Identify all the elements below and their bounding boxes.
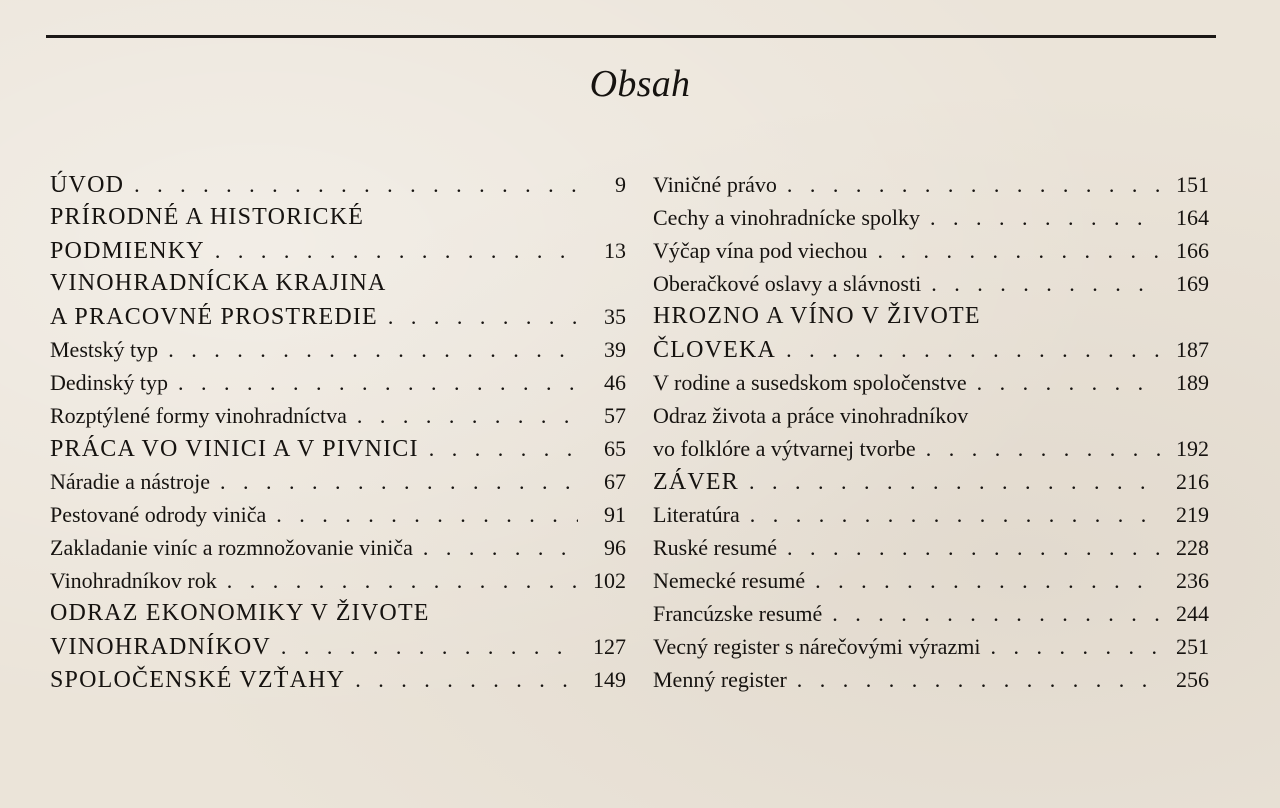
toc-entry[interactable] [50, 465, 626, 498]
toc-entry[interactable] [50, 399, 626, 432]
dot-leader [750, 498, 1161, 531]
toc-entry[interactable] [50, 267, 626, 333]
page-title: Obsah [589, 63, 691, 105]
dot-leader [990, 630, 1161, 663]
toc-entry-line [50, 366, 626, 399]
toc-entry-title: Nemecké resumé [653, 568, 806, 593]
toc-entry-title: Odraz života a práce vinohradníkov [653, 403, 969, 428]
toc-entry[interactable] [653, 531, 1209, 564]
toc-entry[interactable] [50, 663, 626, 696]
toc-entry-line [50, 201, 626, 234]
toc-entry-title: Oberačkové oslavy a slávnosti [653, 271, 922, 296]
toc-page-number: 149 [593, 667, 626, 692]
toc-entry-line [653, 663, 1209, 696]
toc-entry[interactable] [50, 333, 626, 366]
toc-page-number: 67 [604, 469, 626, 494]
toc-entry-line [653, 399, 1209, 432]
toc-entry-line [653, 564, 1209, 597]
toc-entry-line [653, 597, 1209, 630]
dot-leader [357, 399, 578, 432]
toc-page-number: 228 [1176, 535, 1209, 560]
toc-page-number: 96 [604, 535, 626, 560]
toc-entry[interactable] [50, 531, 626, 564]
toc-page-number: 189 [1176, 370, 1209, 395]
toc-entry-line [653, 531, 1209, 564]
toc-entry-title: ÚVOD [50, 172, 125, 198]
toc-entry[interactable] [653, 267, 1209, 300]
toc-entry-line [653, 234, 1209, 267]
toc-entry-title: ČLOVEKA [653, 337, 777, 363]
dot-leader [931, 267, 1161, 300]
toc-entry-line [50, 432, 626, 465]
toc-entry-line [50, 630, 626, 663]
toc-entry-title: ZÁVER [653, 469, 739, 495]
dot-leader [423, 531, 578, 564]
toc-entry[interactable] [653, 498, 1209, 531]
toc-page-number: 13 [604, 238, 626, 263]
dot-leader [787, 168, 1161, 201]
toc-entry-line [50, 597, 626, 630]
toc-entry[interactable] [653, 168, 1209, 201]
toc-entry[interactable] [50, 201, 626, 267]
top-rule [46, 35, 1216, 38]
toc-entry-title: PODMIENKY [50, 238, 205, 264]
toc-entry-line [50, 168, 626, 201]
toc-page-number: 169 [1176, 271, 1209, 296]
toc-page-number: 216 [1176, 469, 1209, 494]
toc-entry[interactable] [653, 465, 1209, 498]
toc-page-number: 46 [604, 370, 626, 395]
toc-entry-line [653, 630, 1209, 663]
toc-entry-title: Viničné právo [653, 172, 777, 197]
toc-page-number: 91 [604, 502, 626, 527]
toc-entry-title: VINOHRADNÍKOV [50, 634, 271, 660]
toc-entry-title: Dedinský typ [50, 370, 168, 395]
dot-leader [832, 597, 1161, 630]
toc-page-number: 102 [593, 568, 626, 593]
dot-leader [215, 234, 578, 267]
toc-entry-line [653, 168, 1209, 201]
toc-page-number: 39 [604, 337, 626, 362]
toc-entry-title: Vinohradníkov rok [50, 568, 217, 593]
dot-leader [227, 564, 578, 597]
toc-entry[interactable] [653, 630, 1209, 663]
toc-entry-line [50, 300, 626, 333]
toc-entry-title: Mestský typ [50, 337, 159, 362]
toc-entry[interactable] [653, 201, 1209, 234]
toc-entry[interactable] [653, 399, 1209, 465]
dot-leader [977, 366, 1161, 399]
dot-leader [281, 630, 578, 663]
toc-entry-title: vo folklóre a výtvarnej tvorbe [653, 436, 916, 461]
dot-leader [220, 465, 578, 498]
toc-entry-line [50, 498, 626, 531]
toc-page-number: 219 [1176, 502, 1209, 527]
toc-entry-title: Zakladanie viníc a rozmnožovanie viniča [50, 535, 413, 560]
toc-entry-line [50, 531, 626, 564]
toc-entry-line [50, 267, 626, 300]
dot-leader [815, 564, 1161, 597]
dot-leader [355, 663, 578, 696]
toc-entry-title: HROZNO A VÍNO V ŽIVOTE [653, 303, 981, 329]
toc-entry[interactable] [50, 366, 626, 399]
toc-page-number: 251 [1176, 634, 1209, 659]
toc-entry-line [653, 498, 1209, 531]
toc-page-number: 236 [1176, 568, 1209, 593]
toc-entry[interactable] [50, 498, 626, 531]
toc-entry-line [653, 201, 1209, 234]
toc-entry[interactable] [653, 564, 1209, 597]
toc-entry-line [653, 432, 1209, 465]
dot-leader [926, 432, 1161, 465]
dot-leader [786, 333, 1161, 366]
toc-entry-line [50, 465, 626, 498]
toc-entry-title: PRÍRODNÉ A HISTORICKÉ [50, 204, 365, 230]
toc-entry[interactable] [50, 168, 626, 201]
toc-left-column [50, 168, 626, 696]
toc-page-number: 9 [615, 172, 626, 197]
toc-entry-title: Pestované odrody viniča [50, 502, 267, 527]
toc-entry[interactable] [653, 663, 1209, 696]
toc-entry-title: SPOLOČENSKÉ VZŤAHY [50, 667, 346, 693]
toc-entry-title: ODRAZ EKONOMIKY V ŽIVOTE [50, 600, 430, 626]
toc-entry-title: Literatúra [653, 502, 740, 527]
toc-entry-line [653, 333, 1209, 366]
toc-entry-title: Cechy a vinohradnícke spolky [653, 205, 920, 230]
toc-entry-line [653, 300, 1209, 333]
toc-page-number: 57 [604, 403, 626, 428]
toc-entry-line [50, 663, 626, 696]
toc-page-number: 192 [1176, 436, 1209, 461]
toc-entry[interactable] [50, 597, 626, 663]
toc-entry[interactable] [653, 597, 1209, 630]
toc-entry-title: Menný register [653, 667, 787, 692]
toc-entry-title: Francúzske resumé [653, 601, 823, 626]
toc-page-number: 256 [1176, 667, 1209, 692]
toc-entry-title: Ruské resumé [653, 535, 778, 560]
dot-leader [276, 498, 578, 531]
toc-page-number: 65 [604, 436, 626, 461]
toc-entry-line [50, 564, 626, 597]
toc-right-column [653, 168, 1209, 696]
toc-entry[interactable] [653, 366, 1209, 399]
toc-entry-title: V rodine a susedskom spoločenstve [653, 370, 967, 395]
toc-entry-title: Vecný register s nárečovými výrazmi [653, 634, 981, 659]
dot-leader [168, 333, 578, 366]
dot-leader [178, 366, 578, 399]
toc-entry-line [50, 333, 626, 366]
toc-entry[interactable] [50, 564, 626, 597]
dot-leader [388, 300, 578, 333]
toc-page-number: 35 [604, 304, 626, 329]
dot-leader [429, 432, 578, 465]
toc-entry[interactable] [653, 300, 1209, 366]
toc-entry-title: VINOHRADNÍCKA KRAJINA [50, 270, 387, 296]
dot-leader [749, 465, 1161, 498]
toc-entry-title: Náradie a nástroje [50, 469, 211, 494]
toc-page-number: 244 [1176, 601, 1209, 626]
toc-entry-line [653, 267, 1209, 300]
toc-entry[interactable] [50, 432, 626, 465]
toc-entry-line [50, 234, 626, 267]
toc-entry[interactable] [653, 234, 1209, 267]
dot-leader [787, 531, 1161, 564]
dot-leader [797, 663, 1161, 696]
toc-page-number: 127 [593, 634, 626, 659]
toc-entry-title: Výčap vína pod viechou [653, 238, 868, 263]
toc-entry-line [50, 399, 626, 432]
dot-leader [134, 168, 578, 201]
toc-entry-title: Rozptýlené formy vinohradníctva [50, 403, 347, 428]
dot-leader [930, 201, 1161, 234]
dot-leader [877, 234, 1161, 267]
toc-entry-title: PRÁCA VO VINICI A V PIVNICI [50, 436, 419, 462]
toc-entry-title: A PRACOVNÉ PROSTREDIE [50, 304, 378, 330]
toc-entry-line [653, 366, 1209, 399]
toc-page-number: 187 [1176, 337, 1209, 362]
toc-page-number: 166 [1176, 238, 1209, 263]
toc-page-number: 164 [1176, 205, 1209, 230]
toc-page-number: 151 [1176, 172, 1209, 197]
toc-entry-line [653, 465, 1209, 498]
